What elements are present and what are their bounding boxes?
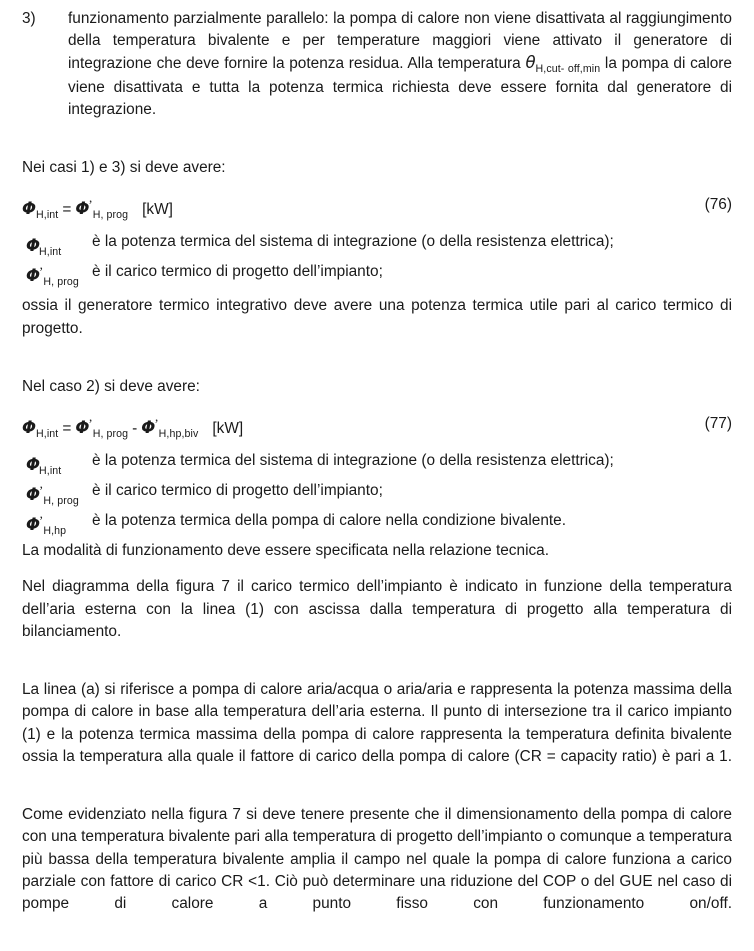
phi-symbol-term1: Φ bbox=[75, 418, 90, 438]
phi-symbol: Φ bbox=[26, 485, 41, 505]
paragraph-modalita: La modalità di funzionamento deve essere specificata nella relazione tecnica. bbox=[22, 542, 550, 560]
equation-77 bbox=[22, 412, 732, 438]
phi-subscript: H,int bbox=[39, 464, 62, 477]
equation-76-body bbox=[22, 193, 173, 223]
phi-subscript-lhs: H,int bbox=[36, 208, 59, 221]
definition-description: è il carico termico di progetto dell’impianto; bbox=[92, 482, 383, 500]
list-item-text-part2: la pompa di calore viene disattivata e tutta la potenza termica richiesta deve essere fornita dal generatore di integrazione. bbox=[68, 55, 732, 118]
equation-76-unit: [kW] bbox=[142, 201, 173, 219]
paragraph-come-evidenziato: Come evidenziato nella figura 7 si deve tenere presente che il dimensionamento della pompa di calore con una temperatura bivalente pari alla temperatura di progetto dell’impianto o comunque a temperatura più bassa della temperatura bivalente amplia il campo nel quale la pompa di calore funziona a carico parziale con fattore di carico CR <1. Ciò può determinare una riduzione del COP o del GUE nel caso di pompe di calore a punto fisso con funzionamento on/off. bbox=[22, 806, 732, 913]
phi-subscript-lhs: H,int bbox=[36, 427, 59, 440]
definition-description: è il carico termico di progetto dell’impianto; bbox=[92, 263, 383, 281]
phi-symbol-term2: Φ bbox=[141, 418, 156, 438]
intro-cases-1-3: Nei casi 1) e 3) si deve avere: bbox=[22, 159, 226, 177]
phi-subscript-rhs: H, prog bbox=[92, 208, 129, 221]
phi-symbol-lhs: Φ bbox=[22, 199, 37, 219]
definition-row bbox=[22, 261, 732, 288]
intro-case-2: Nel caso 2) si deve avere: bbox=[22, 378, 200, 396]
phi-symbol: Φ bbox=[26, 236, 41, 256]
definition-row bbox=[22, 450, 732, 477]
equation-77-body bbox=[22, 412, 243, 442]
paragraph-diagramma: Nel diagramma della figura 7 il carico termico dell’impianto è indicato in funzione della temperatura dell’aria esterna con la linea (1) con ascissa dalla temperatura di progetto alla temperatura di bilanciamento. bbox=[22, 578, 732, 640]
equals-operator: = bbox=[62, 201, 72, 219]
minus-operator: - bbox=[132, 420, 138, 438]
prime-mark: ’ bbox=[39, 513, 44, 529]
definition-term bbox=[26, 261, 79, 289]
equation-76-number: (76) bbox=[704, 196, 732, 214]
prime-mark-term2: ’ bbox=[154, 416, 159, 432]
definition-row bbox=[22, 510, 732, 537]
list-item-3 bbox=[22, 8, 732, 143]
phi-subscript-term1: H, prog bbox=[92, 427, 129, 440]
phi-subscript: H, prog bbox=[43, 275, 79, 288]
equals-operator: = bbox=[62, 420, 72, 438]
definition-term bbox=[26, 450, 61, 478]
paragraph-linea-a: La linea (a) si riferisce a pompa di calore aria/acqua o aria/aria e rappresenta la potenza massima della pompa di calore in base alla temperatura dell’aria esterna. Il punto di intersezione tra il carico impianto (1) e la potenza termica massima della pompa di calore rappresenta la temperatura definita bivalente ossia la temperatura alla quale il fattore di carico della pompa di calore (CR = capacity ratio) è pari a 1. bbox=[22, 681, 732, 765]
prime-mark-rhs: ’ bbox=[88, 197, 93, 213]
definition-description: è la potenza termica del sistema di integrazione (o della resistenza elettrica); bbox=[92, 452, 614, 470]
theta-subscript: H,cut- off,min bbox=[535, 62, 601, 75]
prime-mark-term1: ’ bbox=[88, 416, 93, 432]
list-item-text-part1: funzionamento parzialmente parallelo: la pompa di calore non viene disattivata al raggiungimento della temperatura bivalente e per temperature maggiori viene attivato il generatore di integrazione che deve fornire la potenza residua. Alla temperatura bbox=[68, 10, 732, 73]
definition-description: è la potenza termica del sistema di integrazione (o della resistenza elettrica); bbox=[92, 233, 614, 251]
phi-symbol: Φ bbox=[26, 266, 41, 286]
document-content bbox=[22, 8, 732, 951]
phi-symbol-lhs: Φ bbox=[22, 418, 37, 438]
phi-symbol: Φ bbox=[26, 515, 41, 535]
definition-row bbox=[22, 231, 732, 258]
phi-subscript: H, prog bbox=[43, 494, 79, 507]
equation-77-unit: [kW] bbox=[212, 420, 244, 438]
equation-76 bbox=[22, 193, 732, 219]
phi-symbol: Φ bbox=[26, 455, 41, 475]
definition-row bbox=[22, 480, 732, 507]
definition-term bbox=[26, 480, 79, 508]
prime-mark: ’ bbox=[39, 264, 44, 280]
paragraph-ossia: ossia il generatore termico integrativo deve avere una potenza termica utile pari al carico termico di progetto. bbox=[22, 297, 732, 337]
theta-symbol: θ bbox=[525, 53, 536, 73]
phi-subscript-term2: H,hp,biv bbox=[158, 427, 199, 440]
phi-subscript: H,int bbox=[39, 245, 62, 258]
phi-subscript: H,hp bbox=[43, 524, 67, 537]
definition-term bbox=[26, 231, 61, 259]
prime-mark: ’ bbox=[39, 483, 44, 499]
definition-description: è la potenza termica della pompa di calore nella condizione bivalente. bbox=[92, 512, 566, 530]
equation-77-number: (77) bbox=[704, 415, 732, 433]
list-item-marker: 3) bbox=[22, 10, 36, 27]
phi-symbol-rhs: Φ bbox=[75, 199, 90, 219]
definition-term bbox=[26, 510, 66, 538]
